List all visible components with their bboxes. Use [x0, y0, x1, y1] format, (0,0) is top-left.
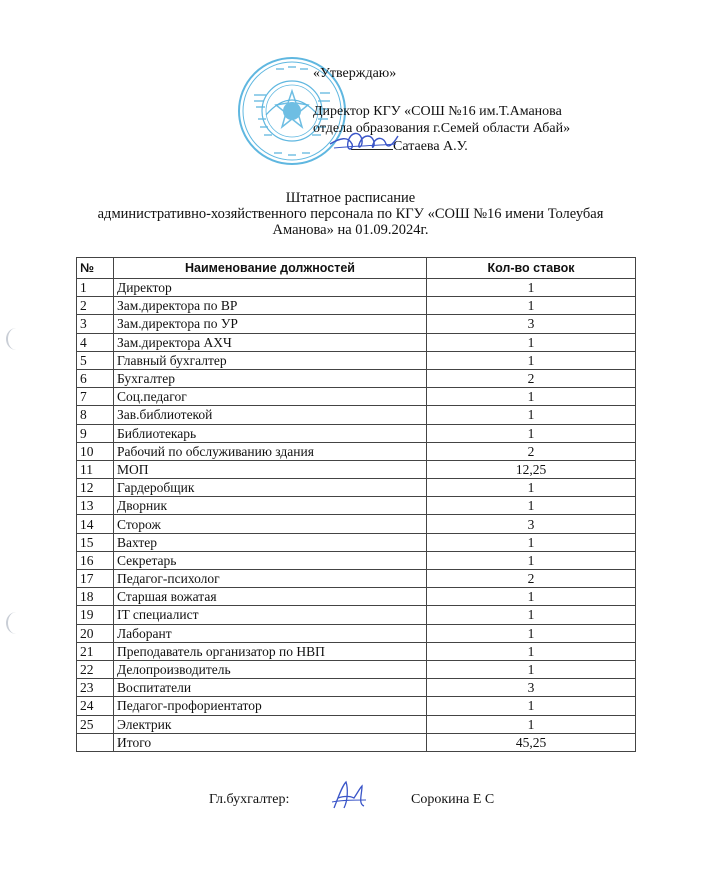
table-row: [77, 442, 636, 460]
table-row: [77, 479, 636, 497]
table-row: [77, 533, 636, 551]
row-position-name: Бухгалтер: [114, 369, 427, 387]
binder-hole-mark: [6, 612, 26, 634]
staffing-table: [76, 257, 636, 752]
director-position-line-2: отдела образования г.Семей области Абай»: [313, 121, 571, 136]
table-row: [77, 679, 636, 697]
row-rate-count: 1: [427, 697, 636, 715]
table-row: [77, 642, 636, 660]
row-rate-count: 3: [427, 515, 636, 533]
document-title: Штатное расписание: [285, 190, 416, 206]
header-number: №: [77, 258, 114, 279]
row-rate-count: 2: [427, 369, 636, 387]
row-position-name: Библиотекарь: [114, 424, 427, 442]
row-rate-count: 1: [427, 533, 636, 551]
row-position-name: Электрик: [114, 715, 427, 733]
row-rate-count: 12,25: [427, 460, 636, 478]
row-number: 16: [77, 551, 114, 569]
row-rate-count: 1: [427, 497, 636, 515]
accountant-signature: [328, 778, 370, 814]
row-rate-count: 3: [427, 679, 636, 697]
table-row: [77, 279, 636, 297]
row-number: 7: [77, 388, 114, 406]
director-signature: [326, 124, 402, 160]
total-count: 45,25: [427, 733, 636, 751]
row-number: 19: [77, 606, 114, 624]
row-rate-count: 1: [427, 588, 636, 606]
row-rate-count: 1: [427, 406, 636, 424]
table-header-row: [77, 258, 636, 279]
row-number: 14: [77, 515, 114, 533]
row-position-name: Преподаватель организатор по НВП: [114, 642, 427, 660]
row-position-name: Лаборант: [114, 624, 427, 642]
row-position-name: Сторож: [114, 515, 427, 533]
total-number-cell: [77, 733, 114, 751]
row-position-name: IT специалист: [114, 606, 427, 624]
table-row: [77, 351, 636, 369]
table-row: [77, 624, 636, 642]
table-row: [77, 388, 636, 406]
row-number: 1: [77, 279, 114, 297]
table-body: [77, 279, 636, 734]
table-row: [77, 697, 636, 715]
row-position-name: Гардеробщик: [114, 479, 427, 497]
row-position-name: Делопроизводитель: [114, 660, 427, 678]
row-position-name: Соц.педагог: [114, 388, 427, 406]
row-number: 21: [77, 642, 114, 660]
row-number: 12: [77, 479, 114, 497]
table-row: [77, 497, 636, 515]
document-subtitle-line-1: административно-хозяйственного персонала по КГУ «СОШ №16 имени Толеубая: [97, 206, 604, 222]
binder-hole-mark: [6, 328, 26, 350]
row-position-name: Дворник: [114, 497, 427, 515]
row-rate-count: 2: [427, 570, 636, 588]
row-rate-count: 1: [427, 715, 636, 733]
row-number: 2: [77, 297, 114, 315]
row-number: 23: [77, 679, 114, 697]
table-row: [77, 333, 636, 351]
row-number: 13: [77, 497, 114, 515]
row-position-name: Воспитатели: [114, 679, 427, 697]
row-position-name: Зав.библиотекой: [114, 406, 427, 424]
row-rate-count: 3: [427, 315, 636, 333]
row-number: 5: [77, 351, 114, 369]
row-position-name: Директор: [114, 279, 427, 297]
table-row: [77, 515, 636, 533]
row-rate-count: 1: [427, 551, 636, 569]
row-rate-count: 1: [427, 424, 636, 442]
table-row: [77, 369, 636, 387]
director-position-line-1: Директор КГУ «СОШ №16 им.Т.Аманова: [313, 104, 562, 119]
row-position-name: Вахтер: [114, 533, 427, 551]
row-position-name: Старшая вожатая: [114, 588, 427, 606]
row-number: 15: [77, 533, 114, 551]
row-number: 4: [77, 333, 114, 351]
row-number: 9: [77, 424, 114, 442]
table-row: [77, 570, 636, 588]
row-rate-count: 1: [427, 351, 636, 369]
header-rate-count: Кол-во ставок: [427, 258, 636, 279]
row-position-name: Зам.директора по УР: [114, 315, 427, 333]
row-rate-count: 1: [427, 660, 636, 678]
row-number: 22: [77, 660, 114, 678]
row-position-name: Зам.директора АХЧ: [114, 333, 427, 351]
table-row: [77, 424, 636, 442]
row-position-name: МОП: [114, 460, 427, 478]
row-position-name: Зам.директора по ВР: [114, 297, 427, 315]
row-rate-count: 1: [427, 297, 636, 315]
accountant-role: Гл.бухгалтер:: [209, 792, 290, 807]
table-row: [77, 715, 636, 733]
row-number: 20: [77, 624, 114, 642]
table-total-row: [77, 733, 636, 751]
document-subtitle-line-2: Аманова» на 01.09.2024г.: [272, 222, 429, 238]
row-position-name: Педагог-психолог: [114, 570, 427, 588]
row-rate-count: 1: [427, 479, 636, 497]
director-name: Сатаева А.У.: [393, 139, 468, 154]
row-position-name: Главный бухгалтер: [114, 351, 427, 369]
table-row: [77, 297, 636, 315]
row-position-name: Секретарь: [114, 551, 427, 569]
row-position-name: Рабочий по обслуживанию здания: [114, 442, 427, 460]
row-number: 24: [77, 697, 114, 715]
table-row: [77, 315, 636, 333]
table-row: [77, 406, 636, 424]
total-label: Итого: [114, 733, 427, 751]
row-number: 8: [77, 406, 114, 424]
row-number: 10: [77, 442, 114, 460]
row-number: 6: [77, 369, 114, 387]
approve-label: «Утверждаю»: [313, 66, 397, 81]
table-row: [77, 588, 636, 606]
table-row: [77, 660, 636, 678]
row-number: 25: [77, 715, 114, 733]
table-row: [77, 606, 636, 624]
row-number: 11: [77, 460, 114, 478]
table-row: [77, 460, 636, 478]
row-rate-count: 1: [427, 642, 636, 660]
row-rate-count: 1: [427, 606, 636, 624]
row-rate-count: 1: [427, 279, 636, 297]
accountant-name: Сорокина Е С: [411, 792, 495, 807]
row-rate-count: 2: [427, 442, 636, 460]
table-row: [77, 551, 636, 569]
row-number: 17: [77, 570, 114, 588]
row-number: 3: [77, 315, 114, 333]
row-position-name: Педагог-профориентатор: [114, 697, 427, 715]
row-rate-count: 1: [427, 388, 636, 406]
row-number: 18: [77, 588, 114, 606]
header-position-name: Наименование должностей: [114, 258, 427, 279]
row-rate-count: 1: [427, 333, 636, 351]
row-rate-count: 1: [427, 624, 636, 642]
